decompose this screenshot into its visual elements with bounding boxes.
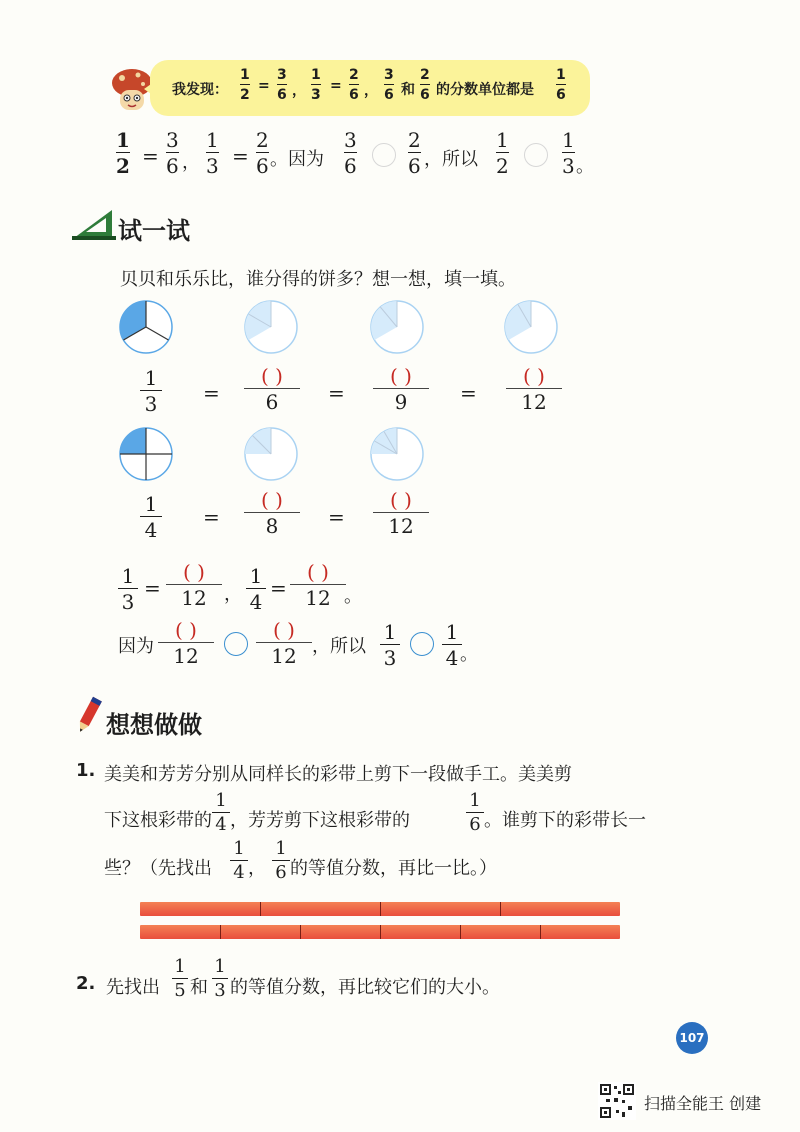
equals-sign: = bbox=[144, 576, 161, 600]
fraction: 1 3 bbox=[311, 67, 321, 103]
scanner-watermark: 扫描全能王 创建 bbox=[644, 1094, 762, 1113]
discovery-prefix: 我发现： bbox=[172, 82, 228, 98]
fraction-blank[interactable]: ( ) 12 bbox=[158, 620, 214, 666]
fraction: 3 6 bbox=[344, 128, 357, 178]
fraction: 1 4 bbox=[230, 840, 248, 882]
comma: ， bbox=[292, 83, 306, 99]
period: 。 bbox=[344, 586, 362, 607]
pie-one-quarter bbox=[118, 426, 174, 482]
fraction: 1 3 bbox=[118, 566, 138, 612]
fraction: 1 5 bbox=[172, 958, 188, 1000]
ribbon-tick bbox=[300, 925, 301, 939]
fraction: 1 2 bbox=[116, 128, 130, 178]
discovery-tail: 的分数单位都是 bbox=[436, 82, 534, 98]
so-text: ，所以 bbox=[312, 636, 366, 657]
fraction: 1 4 bbox=[442, 622, 462, 668]
ribbon-tick bbox=[260, 902, 261, 916]
fraction: 1 2 bbox=[240, 67, 250, 103]
pie-eighths bbox=[243, 426, 299, 482]
ribbon-tick bbox=[500, 902, 501, 916]
question-number: 2. bbox=[76, 973, 96, 994]
discovery-bubble-tail bbox=[144, 82, 154, 96]
equals-sign: = bbox=[328, 505, 345, 529]
fraction: 1 3 bbox=[206, 128, 219, 178]
pie-one-third bbox=[118, 299, 174, 355]
equals-sign: = bbox=[142, 144, 159, 168]
compare-circle-blank[interactable] bbox=[224, 632, 248, 656]
fraction: 1 6 bbox=[272, 840, 290, 882]
fraction: 1 6 bbox=[466, 792, 484, 834]
fraction: 2 6 bbox=[420, 67, 430, 103]
equals-sign: = bbox=[258, 78, 270, 94]
ribbon-sixths bbox=[140, 925, 620, 939]
fraction: 2 6 bbox=[408, 128, 421, 178]
question-text: 的等值分数，再比较它们的大小。 bbox=[230, 977, 500, 998]
compare-circle-blank[interactable] bbox=[524, 143, 548, 167]
fraction: 1 2 bbox=[496, 128, 509, 178]
fraction: 3 6 bbox=[166, 128, 179, 178]
fraction: 1 3 bbox=[140, 368, 162, 414]
equals-sign: = bbox=[203, 505, 220, 529]
pie-twelfths-2 bbox=[369, 426, 425, 482]
period: 。 bbox=[460, 644, 478, 665]
fraction-blank[interactable]: ( ) 12 bbox=[256, 620, 312, 666]
fraction: 2 6 bbox=[349, 67, 359, 103]
page-number-badge bbox=[676, 1022, 708, 1054]
fraction: 1 3 bbox=[380, 622, 400, 668]
ribbon-tick bbox=[220, 925, 221, 939]
ribbon-tick bbox=[380, 902, 381, 916]
fraction-blank[interactable]: ( ) 12 bbox=[166, 562, 222, 608]
ribbon-tick bbox=[540, 925, 541, 939]
fraction-blank[interactable]: ( ) 12 bbox=[373, 490, 429, 536]
fraction: 1 3 bbox=[562, 128, 575, 178]
because-text: 。因为 bbox=[270, 149, 324, 170]
comma: ， bbox=[182, 152, 200, 173]
ribbon-tick bbox=[460, 925, 461, 939]
fraction-blank[interactable]: ( ) 9 bbox=[373, 366, 429, 412]
question-text: 和 bbox=[190, 977, 208, 998]
fraction: 3 6 bbox=[384, 67, 394, 103]
question-text: 下这根彩带的 bbox=[104, 810, 212, 831]
question-text: ，芳芳剪下这根彩带的 bbox=[230, 810, 410, 831]
connector-text: 和 bbox=[401, 82, 415, 98]
fraction: 1 3 bbox=[212, 958, 228, 1000]
fraction: 3 6 bbox=[277, 67, 287, 103]
pie-twelfths bbox=[503, 299, 559, 355]
fraction: 2 6 bbox=[256, 128, 269, 178]
compare-circle-blank[interactable] bbox=[372, 143, 396, 167]
pie-sixths bbox=[243, 299, 299, 355]
fraction-blank[interactable]: ( ) 12 bbox=[506, 366, 562, 412]
practice-section-title: 想想做做 bbox=[106, 711, 202, 739]
fraction: 1 4 bbox=[246, 566, 266, 612]
qr-code-icon bbox=[598, 1082, 636, 1120]
fraction: 1 4 bbox=[140, 494, 162, 540]
pencil-icon bbox=[76, 695, 102, 735]
question-text: 。谁剪下的彩带长一 bbox=[484, 810, 646, 831]
fraction-blank[interactable]: ( ) 12 bbox=[290, 562, 346, 608]
try-section-title: 试一试 bbox=[118, 217, 190, 245]
comma: ， bbox=[224, 584, 242, 605]
question-text: 的等值分数，再比一比。） bbox=[290, 858, 497, 879]
question-number: 1. bbox=[76, 760, 96, 781]
page-number: 107 bbox=[679, 1031, 705, 1045]
equals-sign: = bbox=[330, 78, 342, 94]
question-text: 先找出 bbox=[106, 977, 160, 998]
equals-sign: = bbox=[203, 381, 220, 405]
because-text: 因为 bbox=[118, 636, 154, 657]
ruler-triangle-icon bbox=[72, 206, 118, 240]
equals-sign: = bbox=[328, 381, 345, 405]
comma: ， bbox=[364, 83, 378, 99]
question-text: 美美和芳芳分别从同样长的彩带上剪下一段做手工。美美剪 bbox=[104, 764, 572, 785]
ribbon-tick bbox=[380, 925, 381, 939]
try-prompt: 贝贝和乐乐比，谁分得的饼多？想一想，填一填。 bbox=[120, 269, 516, 290]
fraction-blank[interactable]: ( ) 8 bbox=[244, 490, 300, 536]
pie-ninths bbox=[369, 299, 425, 355]
equals-sign: = bbox=[232, 144, 249, 168]
compare-circle-blank[interactable] bbox=[410, 632, 434, 656]
fraction: 1 6 bbox=[556, 67, 566, 103]
question-text: 些？（先找出 bbox=[104, 858, 212, 879]
fraction-blank[interactable]: ( ) 6 bbox=[244, 366, 300, 412]
question-text: ， bbox=[248, 858, 266, 879]
ribbon-quarters bbox=[140, 902, 620, 916]
fraction: 1 4 bbox=[212, 792, 230, 834]
so-text: ，所以 bbox=[424, 149, 478, 170]
equals-sign: = bbox=[460, 381, 477, 405]
period: 。 bbox=[576, 156, 594, 177]
equals-sign: = bbox=[270, 576, 287, 600]
